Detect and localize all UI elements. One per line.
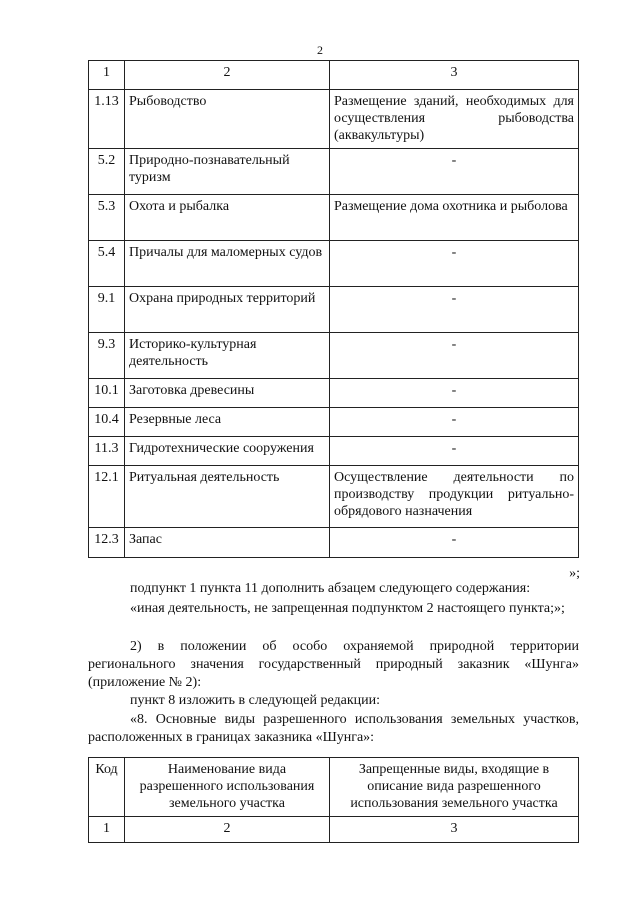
row-code: 5.2 (89, 149, 125, 195)
row-desc: - (330, 333, 579, 379)
row-name: Рыбоводство (125, 90, 330, 149)
row-name: Запас (125, 528, 330, 558)
row-desc: - (330, 528, 579, 558)
table-row (89, 408, 579, 437)
header-prohibited-uses: Запрещенные виды, входящие в описание вида разрешенного использования земельного участка (330, 758, 579, 817)
row-desc: Осуществление деятельности по производству продукции ритуально-обрядового назначения (330, 466, 579, 528)
header-use-name: Наименование вида разрешенного использования земельного участка (125, 758, 330, 817)
row-name: Природно-познавательный туризм (125, 149, 330, 195)
row-name: Охрана природных территорий (125, 287, 330, 333)
land-use-table (88, 60, 579, 558)
paragraph-point-8: пункт 8 изложить в следующей редакции: (130, 693, 380, 708)
row-name: Причалы для маломерных судов (125, 241, 330, 287)
row-code: 5.3 (89, 195, 125, 241)
table-row (89, 241, 579, 287)
table-row (89, 195, 579, 241)
col-number-2: 2 (125, 817, 330, 843)
closing-quote-mark: »; (569, 566, 580, 581)
page-number: 2 (317, 43, 323, 57)
paragraph-main-uses: «8. Основные виды разрешенного использования земельных участков, расположенных в границах заказника «Шунга»: (88, 712, 579, 745)
table-row (89, 149, 579, 195)
row-code: 10.4 (89, 408, 125, 437)
table-row (89, 333, 579, 379)
table-row (89, 528, 579, 558)
row-code: 10.1 (89, 379, 125, 408)
row-desc: - (330, 149, 579, 195)
row-name: Историко-культурная деятельность (125, 333, 330, 379)
row-desc: Размещение дома охотника и рыболова (330, 195, 579, 241)
paragraph-other-activity: «иная деятельность, не запрещенная подпунктом 2 настоящего пункта;»; (130, 601, 565, 616)
header-col-3: 3 (330, 61, 579, 90)
table-header-row (89, 61, 579, 90)
table-row (89, 437, 579, 466)
table-number-row (89, 817, 579, 843)
row-desc: - (330, 379, 579, 408)
header-col-2: 2 (125, 61, 330, 90)
row-desc: - (330, 241, 579, 287)
row-code: 9.3 (89, 333, 125, 379)
col-number-3: 3 (330, 817, 579, 843)
row-code: 12.3 (89, 528, 125, 558)
table-row (89, 90, 579, 149)
permitted-use-table (88, 757, 579, 843)
paragraph-amend-subpoint: подпункт 1 пункта 11 дополнить абзацем следующего содержания: (130, 581, 531, 596)
row-name: Ритуальная деятельность (125, 466, 330, 528)
row-desc: - (330, 287, 579, 333)
table-row (89, 466, 579, 528)
row-code: 12.1 (89, 466, 125, 528)
row-code: 9.1 (89, 287, 125, 333)
row-code: 1.13 (89, 90, 125, 149)
row-code: 5.4 (89, 241, 125, 287)
row-name: Гидротехнические сооружения (125, 437, 330, 466)
table-row (89, 379, 579, 408)
row-code: 11.3 (89, 437, 125, 466)
row-name: Заготовка древесины (125, 379, 330, 408)
row-desc: - (330, 408, 579, 437)
row-desc: Размещение зданий, необходимых для осуществления рыбоводства (аквакультуры) (330, 90, 579, 149)
row-desc: - (330, 437, 579, 466)
header-code: Код (89, 758, 125, 817)
paragraph-regulation-shunga: 2) в положении об особо охраняемой природной территории регионального значения государственный природный заказник «Шунга» (приложение № 2): (88, 639, 579, 690)
table-header-row (89, 758, 579, 817)
table-row (89, 287, 579, 333)
row-name: Охота и рыбалка (125, 195, 330, 241)
col-number-1: 1 (89, 817, 125, 843)
header-col-1: 1 (89, 61, 125, 90)
row-name: Резервные леса (125, 408, 330, 437)
